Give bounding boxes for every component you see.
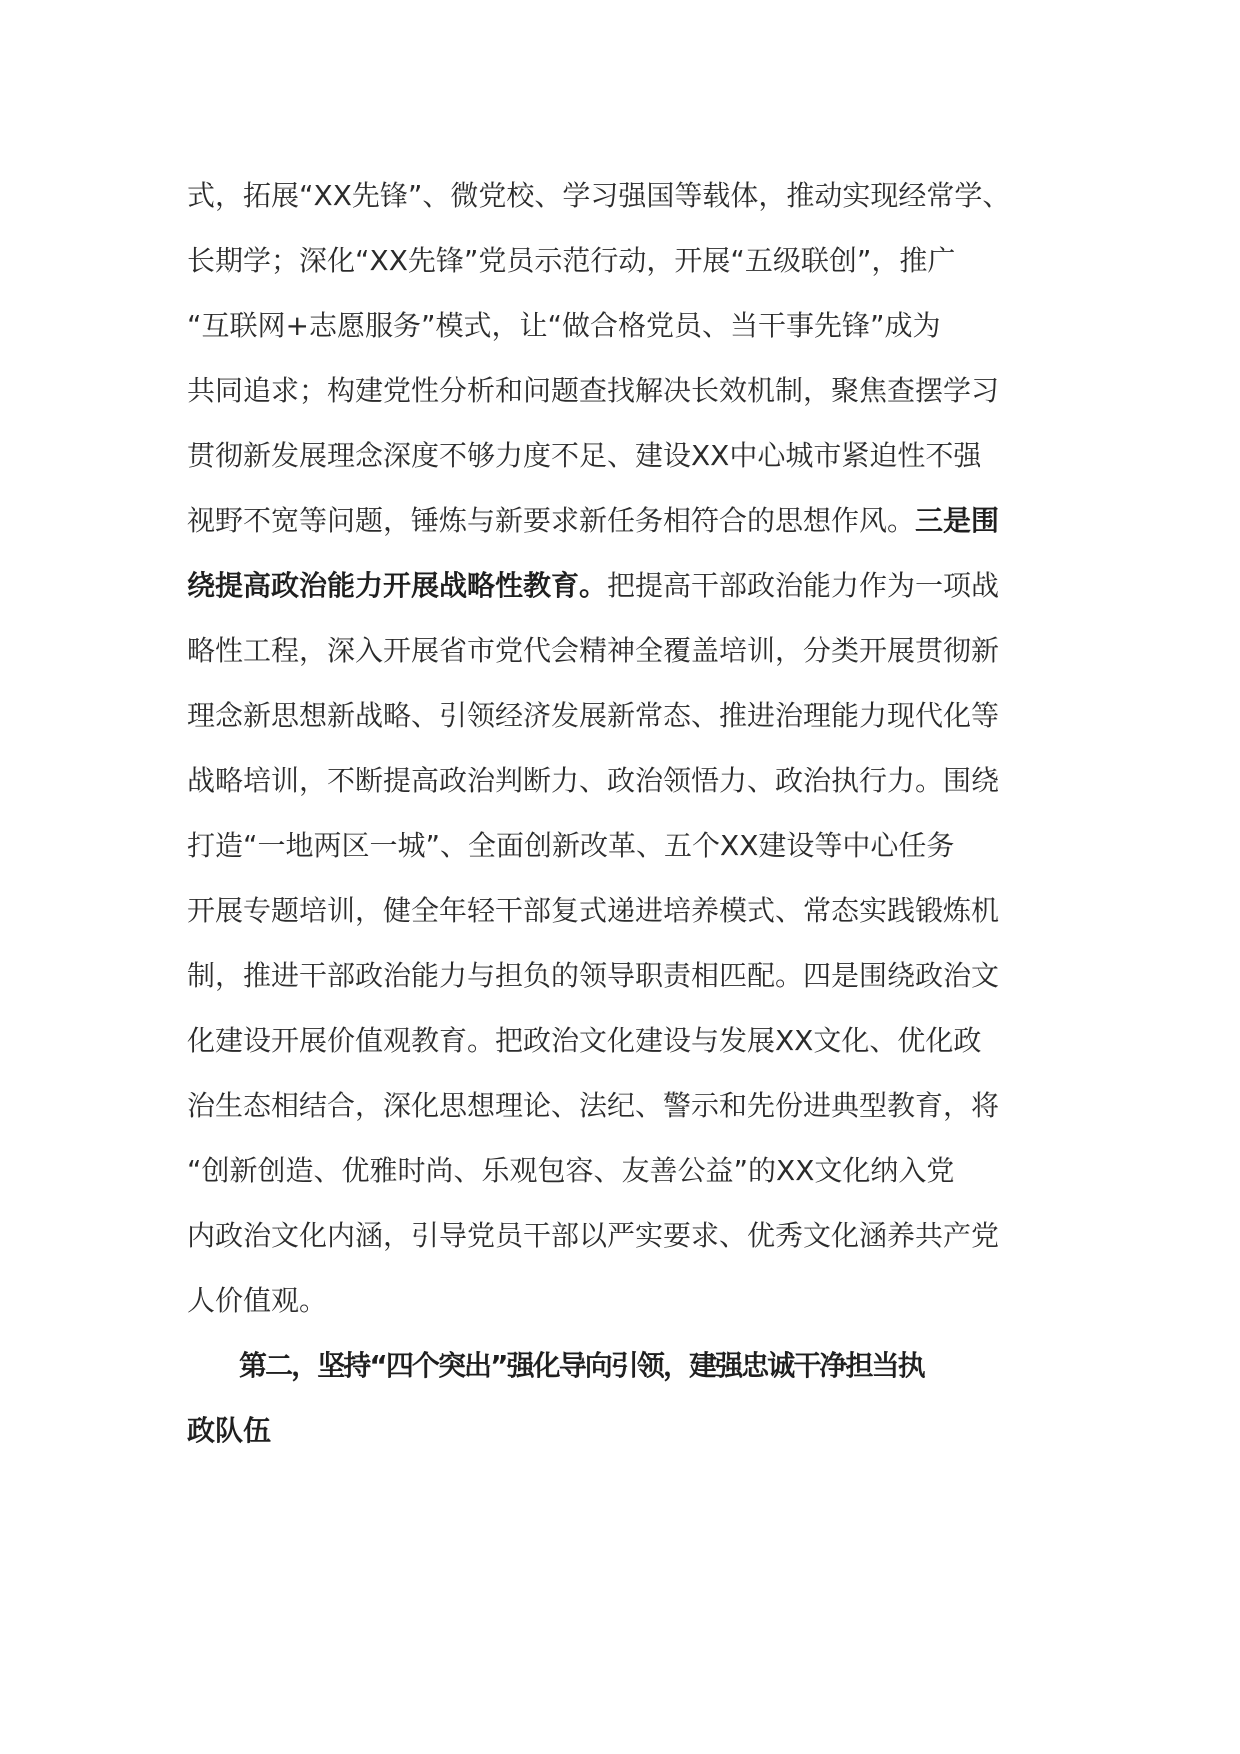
heading-line: 第二，坚持“四个突出”强化导向引领，建强忠诚干净担当执 [239,1349,924,1382]
text-run: 人价值观。 [187,1284,328,1317]
paragraph-line [187,878,1053,943]
paragraph-line [187,1008,1053,1073]
bold-text-run: 三是围 [915,504,1000,537]
text-run: 贯彻新发展理念深度不够力度不足、建设XX中心城市紧迫性不强 [187,439,982,472]
paragraph-line [187,553,1053,618]
paragraph-line [187,1203,1053,1268]
text-run: 共同追求；构建党性分析和问题查找解决长效机制，聚焦查摆学习 [187,374,1000,407]
paragraph [187,163,1053,1333]
paragraph-line [187,488,1053,553]
bold-text-run: 绕提高政治能力开展战略性教育。 [187,569,608,602]
text-run: 略性工程，深入开展省市党代会精神全覆盖培训，分类开展贯彻新 [187,634,1000,667]
text-run: 化建设开展价值观教育。把政治文化建设与发展XX文化、优化政 [187,1024,982,1057]
heading-line: 政队伍 [187,1414,272,1447]
paragraph-line [187,943,1053,1008]
text-run: 视野不宽等问题，锤炼与新要求新任务相符合的思想作风。 [187,504,916,537]
text-run: 开展专题培训，健全年轻干部复式递进培养模式、常态实践锻炼机 [187,894,1000,927]
paragraph-line [187,293,1053,358]
text-run: 式，拓展“XX先锋”、微党校、学习强国等载体，推动实现经常学、 [187,179,1011,212]
text-run: 理念新思想新战略、引领经济发展新常态、推进治理能力现代化等 [187,699,1000,732]
text-run: 内政治文化内涵，引导党员干部以严实要求、优秀文化涵养共产党 [187,1219,1000,1252]
paragraph-line [187,813,1053,878]
text-run: 治生态相结合，深化思想理论、法纪、警示和先份进典型教育，将 [187,1089,1000,1122]
text-run: “互联网+志愿服务”模式，让“做合格党员、当干事先锋”成为 [187,309,941,342]
text-run: 把提高干部政治能力作为一项战 [607,569,1000,602]
document-body [187,163,1053,1463]
text-run: 打造“一地两区一城”、全面创新改革、五个XX建设等中心任务 [187,829,955,862]
paragraph-line [187,683,1053,748]
section-heading [187,1333,1053,1463]
paragraph-line [187,163,1053,228]
paragraph-line [187,618,1053,683]
text-run: 长期学；深化“XX先锋”党员示范行动，开展“五级联创”，推广 [187,244,956,277]
paragraph-line [187,423,1053,488]
paragraph-line [187,358,1053,423]
paragraph-line [187,748,1053,813]
paragraph-line [187,1268,1053,1333]
text-run: “创新创造、优雅时尚、乐观包容、友善公益”的XX文化纳入党 [187,1154,955,1187]
paragraph-line [187,228,1053,293]
text-run: 战略培训，不断提高政治判断力、政治领悟力、政治执行力。围绕 [187,764,1000,797]
paragraph-line [187,1073,1053,1138]
paragraph-line [187,1138,1053,1203]
text-run: 制，推进干部政治能力与担负的领导职责相匹配。四是围绕政治文 [187,959,1000,992]
